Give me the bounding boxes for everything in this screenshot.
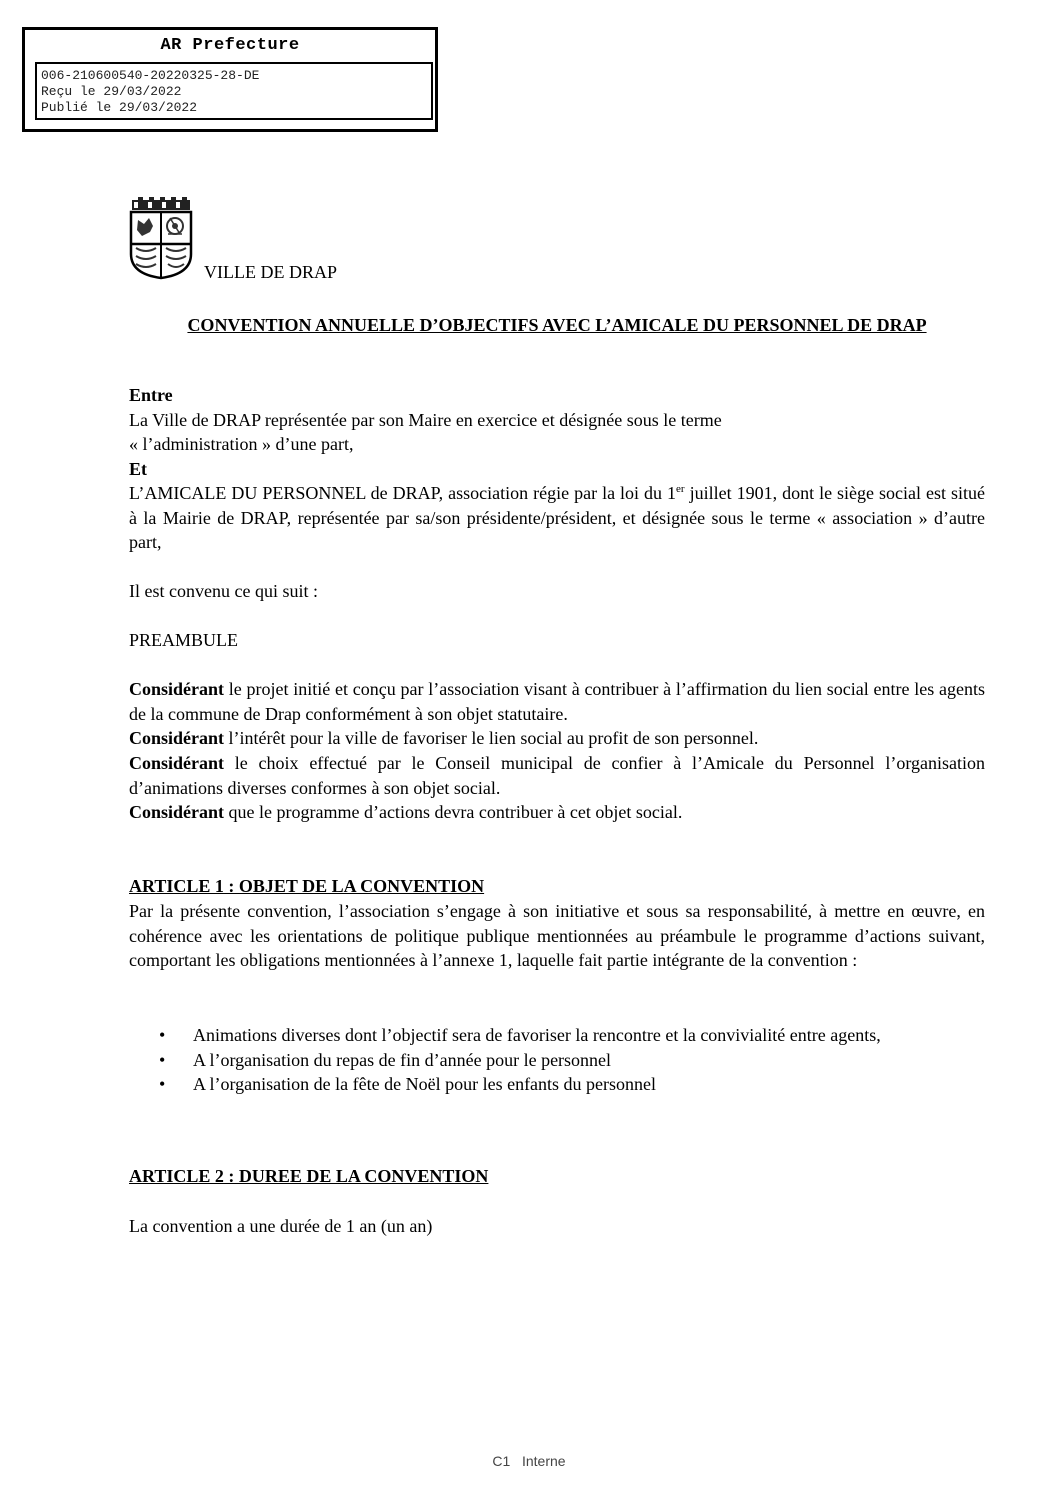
considerant-lead: Considérant: [129, 679, 225, 699]
considerant-text: le projet initié et conçu par l’association visant à contribuer à l’affirmation du lien social entre les agents de la commune de Drap conformément à son objet statutaire.: [129, 679, 985, 724]
ville-line-1: La Ville de DRAP représentée par son Maire en exercice et désignée sous le terme: [129, 410, 722, 430]
considerant-lead: Considérant: [129, 753, 225, 773]
list-item: • A l’organisation de la fête de Noël pour les enfants du personnel: [129, 1072, 985, 1097]
ville-line-2: « l’administration » d’une part,: [129, 434, 354, 454]
coat-of-arms-icon: [128, 196, 194, 280]
convenu-line: Il est convenu ce qui suit :: [129, 581, 318, 601]
city-name: VILLE DE DRAP: [204, 262, 337, 282]
article-1-body: Par la présente convention, l’association s’engage à son initiative et sous sa responsabilité, à mettre en œuvre, en cohérence avec les orientations de politique publique mentionnées au préambule le programme d’actions suivant, comportant les obligations mentionnées à l’annexe 1, laquelle fait partie intégrante de la convention :: [129, 901, 985, 970]
considerant-lead: Considérant: [129, 728, 225, 748]
et-label: Et: [129, 459, 147, 479]
stamp-title: AR Prefecture: [160, 36, 300, 55]
amicale-paragraph: [129, 481, 985, 555]
article-2-title: ARTICLE 2 : DUREE DE LA CONVENTION: [129, 1166, 489, 1186]
amicale-text-start: L’AMICALE DU PERSONNEL de DRAP, association régie par la loi du 1: [129, 483, 677, 503]
list-item: • Animations diverses dont l’objectif sera de favoriser la rencontre et la convivialité entre agents,: [129, 1023, 985, 1048]
considerant-2: [129, 726, 985, 751]
article-2-body: La convention a une durée de 1 an (un an): [129, 1216, 433, 1236]
list-item: • A l’organisation du repas de fin d’année pour le personnel: [129, 1048, 985, 1073]
prefecture-stamp: [22, 27, 438, 132]
stamp-details: [35, 62, 433, 120]
considerant-3: [129, 751, 985, 800]
considerant-4: [129, 800, 985, 825]
classification-label: Interne: [521, 1453, 566, 1469]
considerant-text: le choix effectué par le Conseil municipal de confier à l’Amicale du Personnel l’organisation d’animations diverses conformes à son objet social.: [129, 753, 985, 798]
document-title: CONVENTION ANNUELLE D’OBJECTIFS AVEC L’AMICALE DU PERSONNEL DE DRAP: [187, 315, 927, 335]
stamp-reference: 006-210600540-20220325-28-DE: [41, 68, 260, 83]
classification-code: C1: [492, 1453, 511, 1469]
footer-classification: [0, 1453, 1058, 1469]
article-1-actions-list: [129, 1023, 985, 1097]
considerant-lead: Considérant: [129, 802, 225, 822]
entre-label: Entre: [129, 385, 173, 405]
considerant-1: [129, 677, 985, 726]
amicale-superscript: er: [676, 483, 685, 495]
amicale-text-end: juillet 1901, dont le siège social est situé à la Mairie de DRAP, représentée par sa/son présidente/président, et désignée sous le terme « association » d’autre part,: [129, 483, 985, 552]
preambule-title: PREAMBULE: [129, 630, 239, 650]
considerant-text: que le programme d’actions devra contribuer à cet objet social.: [224, 802, 683, 822]
article-1-title: ARTICLE 1 : OBJET DE LA CONVENTION: [129, 876, 485, 896]
considerant-text: l’intérêt pour la ville de favoriser le lien social au profit de son personnel.: [224, 728, 759, 748]
stamp-published-date: Publié le 29/03/2022: [41, 100, 198, 115]
stamp-received-date: Reçu le 29/03/2022: [41, 84, 182, 99]
